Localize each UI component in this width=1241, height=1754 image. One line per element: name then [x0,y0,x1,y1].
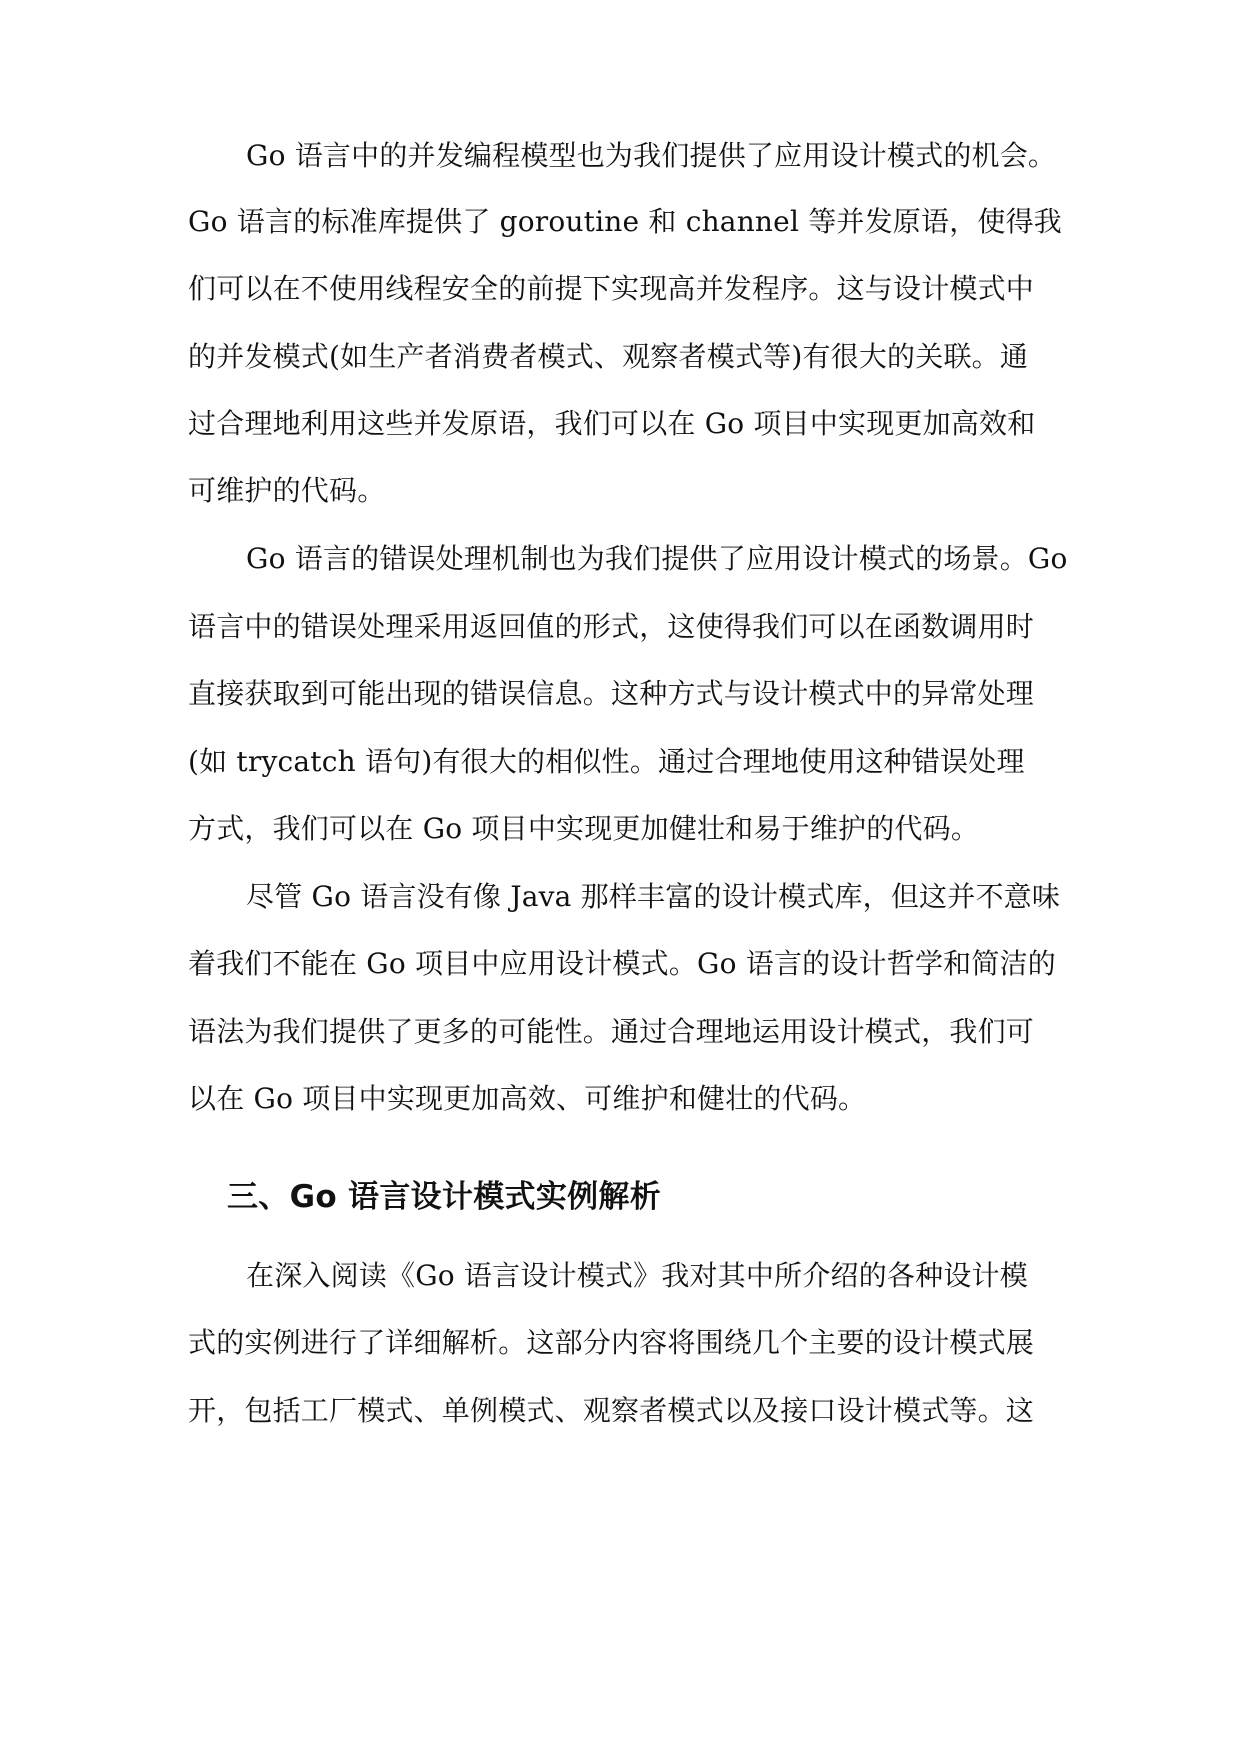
paragraph-line: 可维护的代码。 [188,474,386,507]
paragraph-line: 开，包括工厂模式、单例模式、观察者模式以及接口设计模式等。这 [188,1394,1035,1427]
section-heading: 三、Go 语言设计模式实例解析 [227,1179,662,1215]
paragraph-line: Go 语言中的并发编程模型也为我们提供了应用设计模式的机会。 [246,139,1057,172]
paragraph-line: 过合理地利用这些并发原语，我们可以在 Go 项目中实现更加高效和 [188,407,1036,440]
paragraph-line: 方式，我们可以在 Go 项目中实现更加健壮和易于维护的代码。 [188,812,980,845]
paragraph-line: (如 trycatch 语句)有很大的相似性。通过合理地使用这种错误处理 [188,745,1025,778]
paragraph-line: 式的实例进行了详细解析。这部分内容将围绕几个主要的设计模式展 [188,1326,1035,1359]
paragraph-line: 们可以在不使用线程安全的前提下实现高并发程序。这与设计模式中 [188,272,1035,305]
paragraph-line: Go 语言的标准库提供了 goroutine 和 channel 等并发原语，使得我 [188,205,1062,238]
paragraph-line: Go 语言的错误处理机制也为我们提供了应用设计模式的场景。Go [246,542,1068,575]
paragraph-line: 在深入阅读《Go 语言设计模式》我对其中所介绍的各种设计模 [246,1259,1028,1292]
paragraph-line: 直接获取到可能出现的错误信息。这种方式与设计模式中的异常处理 [188,677,1035,710]
paragraph-line: 的并发模式(如生产者消费者模式、观察者模式等)有很大的关联。通 [188,340,1029,373]
paragraph-line: 以在 Go 项目中实现更加高效、可维护和健壮的代码。 [188,1082,867,1115]
paragraph-line: 着我们不能在 Go 项目中应用设计模式。Go 语言的设计哲学和简洁的 [188,947,1056,980]
paragraph-line: 语法为我们提供了更多的可能性。通过合理地运用设计模式，我们可 [188,1015,1035,1048]
paragraph-line: 语言中的错误处理采用返回值的形式，这使得我们可以在函数调用时 [188,610,1035,643]
paragraph-line: 尽管 Go 语言没有像 Java 那样丰富的设计模式库，但这并不意味 [246,880,1061,913]
